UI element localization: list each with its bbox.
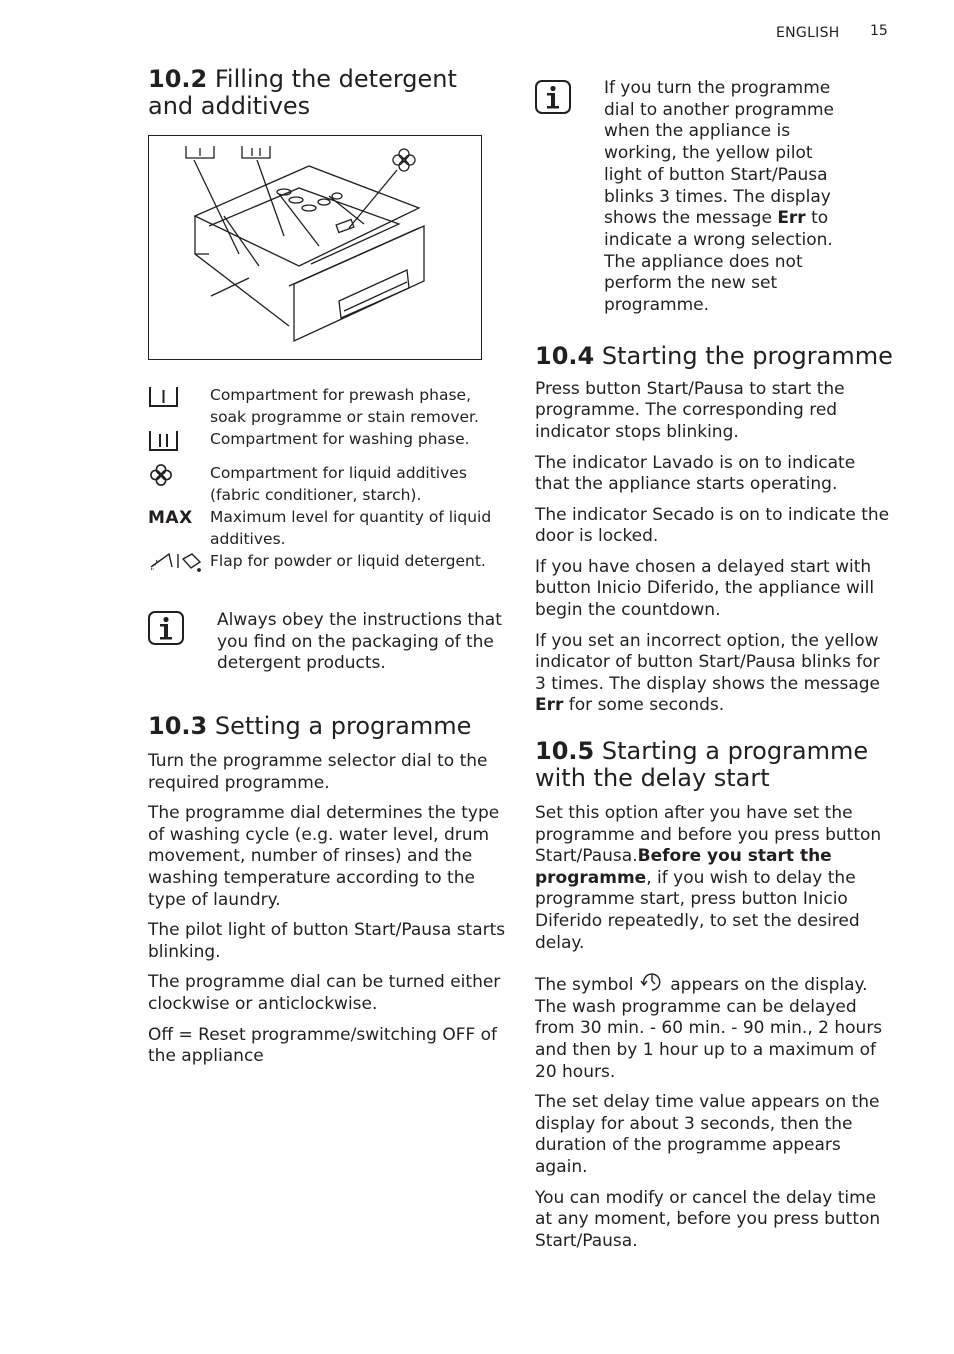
detergent-note-text: Always obey the instructions that you find on the packaging of the detergent products.: [217, 610, 502, 674]
paragraph: Turn the programme selector dial to the required programme.: [148, 751, 488, 793]
legend-text-additives: Compartment for liquid additives (fabric conditioner, starch).: [210, 464, 467, 504]
paragraph: The indicator Lavado is on to indicate that the appliance starts operating.: [535, 452, 856, 495]
legend-item-flap: [148, 550, 508, 572]
legend-item-max: [148, 506, 508, 550]
paragraph: If you have chosen a delayed start with button Inicio Diferido, the appliance will begin the countdown.: [535, 556, 875, 621]
paragraph: The pilot light of button Start/Pausa starts blinking.: [148, 920, 506, 962]
paragraph: The symbol appears on the display. The wash programme can be delayed from 30 min. - 60 min. - 90 min., 2 hours and then by 1 hour up to a maximum of 20 hours.: [535, 970, 895, 1083]
section-10-5-body: [535, 803, 895, 1252]
info-icon: [535, 80, 571, 114]
right-column: [535, 78, 895, 1261]
paragraph: If you set an incorrect option, the yellow indicator of button Start/Pausa blinks for 3 times. The display shows the message Err for some seconds.: [535, 630, 880, 716]
max-level-icon: MAX: [148, 508, 193, 528]
section-10-2-heading: 10.2 Filling the detergent and additives: [148, 65, 457, 120]
paragraph: Press button Start/Pausa to start the programme. The corresponding red indicator stops blinking.: [535, 378, 845, 442]
legend-text-prewash: Compartment for prewash phase, soak programme or stain remover.: [210, 386, 479, 426]
page-number: 15: [870, 23, 888, 39]
paragraph: The set delay time value appears on the display for about 3 seconds, then the duration of the programme appears again.: [535, 1092, 880, 1177]
detergent-info-note: [148, 610, 508, 675]
prewash-compartment-icon: [148, 384, 180, 410]
header-language: ENGLISH: [776, 25, 840, 41]
flower-additive-icon: [148, 462, 174, 488]
programme-change-note-text: If you turn the programme dial to another programme when the appliance is working, the yellow pilot light of button Start/Pausa blinks 3 times. The display shows the message Err to indicate a wrong selection. The appliance does not perform the new set programme.: [604, 78, 834, 316]
section-10-3-body: [148, 751, 508, 1068]
detergent-dispenser-figure: [148, 135, 482, 360]
legend-text-flap: Flap for powder or liquid detergent.: [210, 552, 486, 570]
dispenser-drawer-illustration: [149, 136, 481, 359]
paragraph: Off = Reset programme/switching OFF of the appliance: [148, 1024, 498, 1067]
legend-item-prewash: [148, 384, 508, 428]
paragraph: The programme dial can be turned either clockwise or anticlockwise.: [148, 972, 501, 1015]
section-10-4-body: [535, 379, 895, 717]
legend-text-max: Maximum level for quantity of liquid additives.: [210, 508, 492, 548]
section-10-5-heading: 10.5 Starting a programme with the delay start: [535, 737, 869, 793]
left-column: [148, 66, 508, 1077]
legend-text-wash: Compartment for washing phase.: [210, 430, 470, 448]
paragraph: The indicator Secado is on to indicate the door is locked.: [535, 504, 890, 547]
detergent-flap-icon: [148, 550, 204, 572]
paragraph: Set this option after you have set the programme and before you press button Start/Pausa.Before you start the programme, if you wish to delay the programme start, press button Inicio Diferido repeatedly, to set the desired delay.: [535, 803, 882, 953]
delay-start-icon: [639, 970, 665, 992]
wash-compartment-icon: [148, 428, 180, 454]
info-icon: [148, 611, 184, 645]
programme-change-note: [535, 78, 895, 317]
paragraph: The programme dial determines the type of washing cycle (e.g. water level, drum movement, number of rinses) and the washing temperature according to the type of laundry.: [148, 803, 500, 910]
dispenser-legend: [148, 384, 508, 572]
legend-item-additives: [148, 462, 508, 506]
legend-item-wash: [148, 428, 508, 454]
paragraph: You can modify or cancel the delay time at any moment, before you press button Start/Pausa.: [535, 1187, 881, 1251]
section-10-3-heading: 10.3 Setting a programme: [148, 712, 472, 741]
section-10-4-heading: 10.4 Starting the programme: [535, 341, 893, 370]
